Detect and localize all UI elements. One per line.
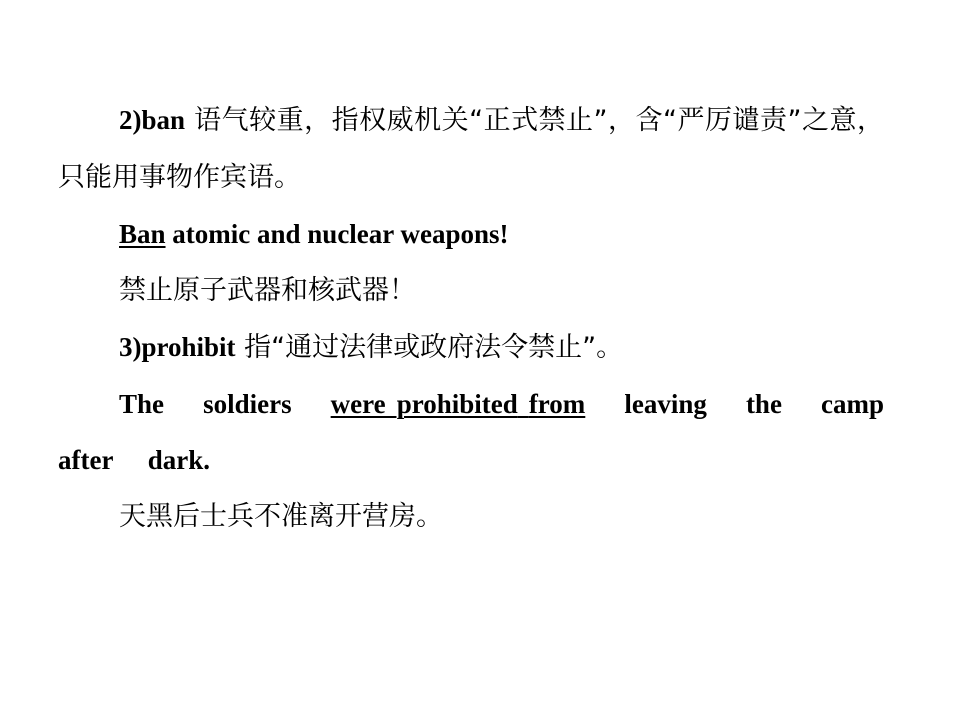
- prohibit-translation-text: 天黑后士兵不准离开营房。: [119, 501, 443, 532]
- prohibit-example-phrase-b: from: [528, 389, 586, 419]
- prohibit-heading: 3)prohibit: [119, 332, 236, 362]
- ban-example-sentence: [58, 206, 884, 262]
- prohibit-explanation: [58, 319, 884, 376]
- prohibit-example-start: The soldiers: [119, 389, 331, 419]
- ban-example-translation: [58, 262, 884, 319]
- prohibit-example-phrase-a: were prohibited: [330, 389, 518, 419]
- prohibit-example-translation: [58, 488, 884, 545]
- ban-description: 语气较重，指权威机关“正式禁止”，含“严厉谴责”之意，只能用事物作宾语。: [58, 105, 884, 193]
- ban-example-rest: atomic and nuclear weapons!: [165, 219, 509, 249]
- ban-example-verb: Ban: [119, 219, 166, 249]
- ban-explanation: [58, 92, 884, 206]
- ban-heading: 2)ban: [119, 105, 186, 135]
- prohibit-example-phrase-gap: [518, 389, 529, 419]
- prohibit-example-rest: leaving the camp after dark.: [58, 389, 884, 475]
- slide-content: [58, 92, 884, 545]
- prohibit-description: 指“通过法律或政府法令禁止”。: [235, 332, 624, 363]
- ban-translation-text: 禁止原子武器和核武器！: [119, 275, 416, 306]
- prohibit-example-sentence: [58, 376, 884, 488]
